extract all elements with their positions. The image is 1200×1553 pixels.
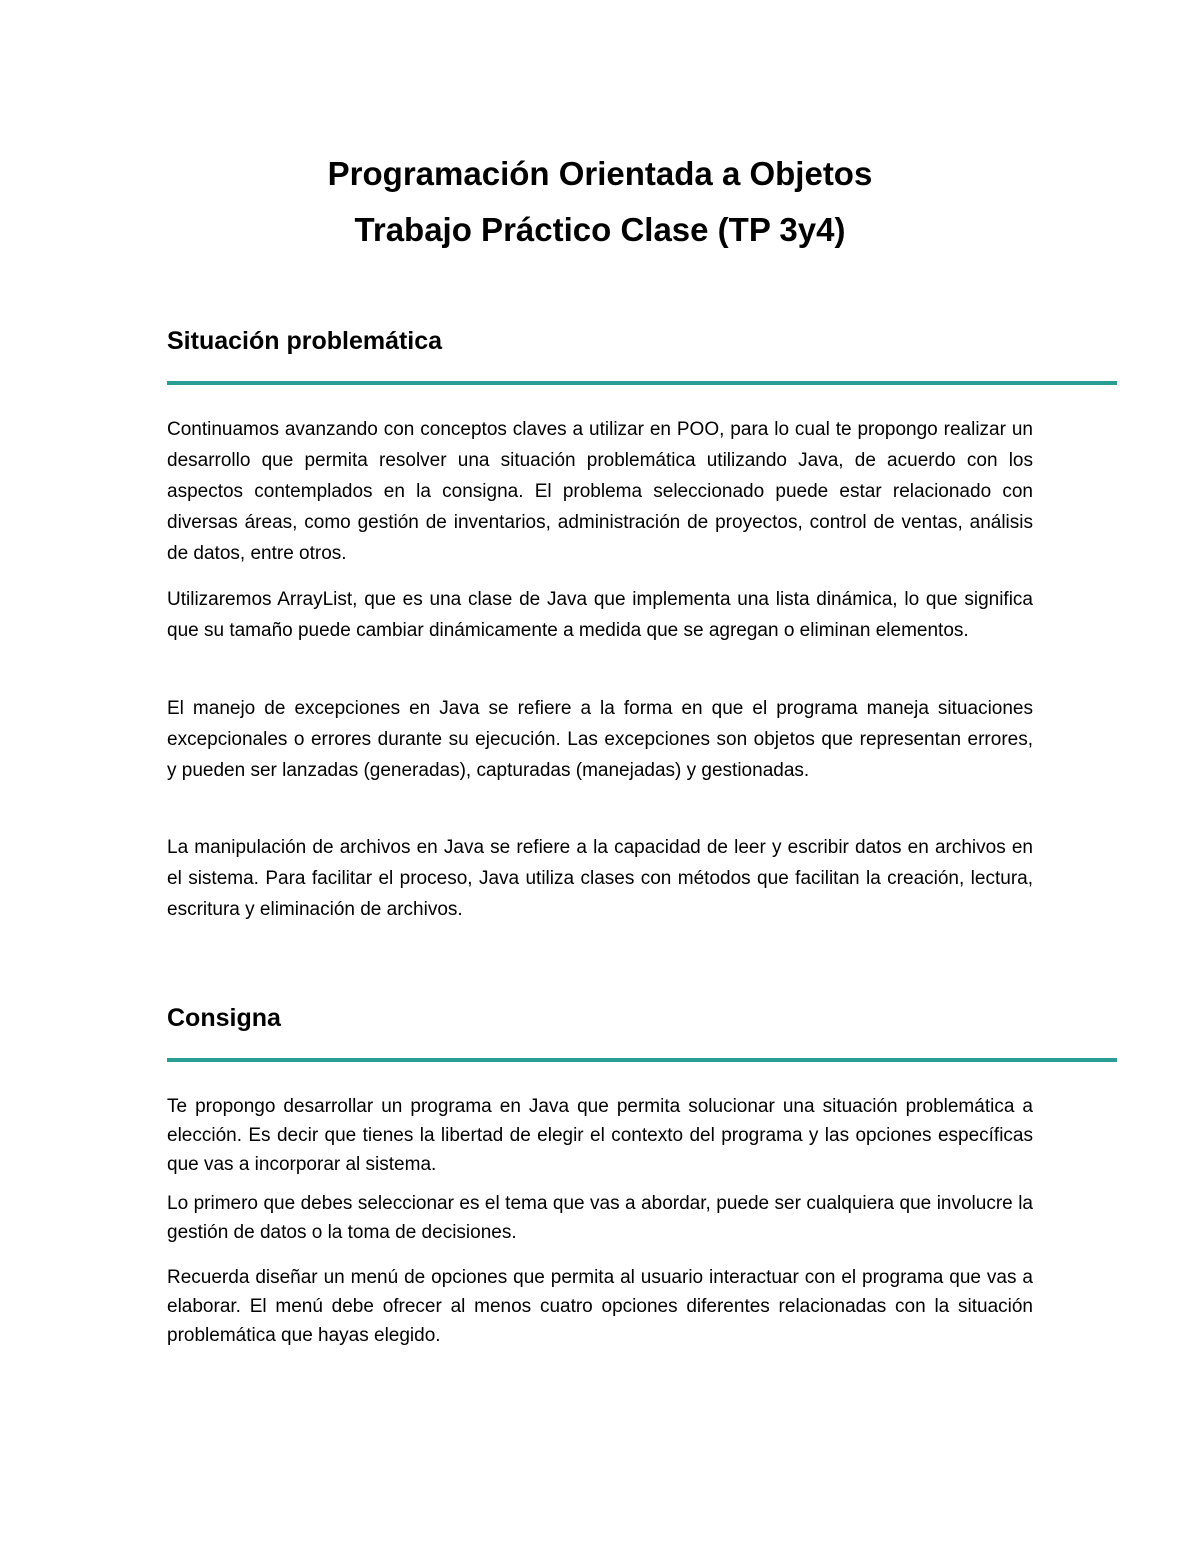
title-line-2: Trabajo Práctico Clase (TP 3y4) — [354, 211, 846, 248]
title-line-1: Programación Orientada a Objetos — [327, 155, 873, 192]
paragraph-situacion-1: Continuamos avanzando con conceptos claves a utilizar en POO, para lo cual te propongo realizar un desarrollo que permita resolver una situación problemática utilizando Java, de acuerdo con los aspectos contemplados en la consigna. El problema seleccionado puede estar relacionado con diversas áreas, como gestión de inventarios, administración de proyectos, control de ventas, análisis de datos, entre otros. — [167, 419, 1033, 564]
paragraph-consigna-3: Recuerda diseñar un menú de opciones que permita al usuario interactuar con el programa que vas a elaborar. El menú debe ofrecer al menos cuatro opciones diferentes relacionadas con la situación problemática que hayas elegido. — [167, 1267, 1033, 1346]
section-divider-2 — [167, 1058, 1117, 1062]
paragraph-consigna-1: Te propongo desarrollar un programa en Java que permita solucionar una situación problemática a elección. Es decir que tienes la libertad de elegir el contexto del programa y las opciones específicas que vas a incorporar al sistema. — [167, 1096, 1033, 1175]
document-title — [0, 146, 1200, 258]
paragraph-situacion-2: Utilizaremos ArrayList, que es una clase de Java que implementa una lista dinámica, lo que significa que su tamaño puede cambiar dinámicamente a medida que se agregan o eliminan elementos. — [167, 589, 1033, 641]
section-divider-1 — [167, 381, 1117, 385]
paragraph-situacion-3: El manejo de excepciones en Java se refiere a la forma en que el programa maneja situaciones excepcionales o errores durante su ejecución. Las excepciones son objetos que representan errores, y pueden ser lanzadas (generadas), capturadas (manejadas) y gestionadas. — [167, 698, 1033, 781]
paragraph-consigna-2: Lo primero que debes seleccionar es el tema que vas a abordar, puede ser cualquiera que involucre la gestión de datos o la toma de decisiones. — [167, 1193, 1033, 1243]
heading-consigna: Consigna — [167, 1004, 281, 1032]
paragraph-situacion-4: La manipulación de archivos en Java se refiere a la capacidad de leer y escribir datos en archivos en el sistema. Para facilitar el proceso, Java utiliza clases con métodos que facilitan la creación, lectura, escritura y eliminación de archivos. — [167, 837, 1033, 920]
heading-situacion-problematica: Situación problemática — [167, 327, 443, 355]
